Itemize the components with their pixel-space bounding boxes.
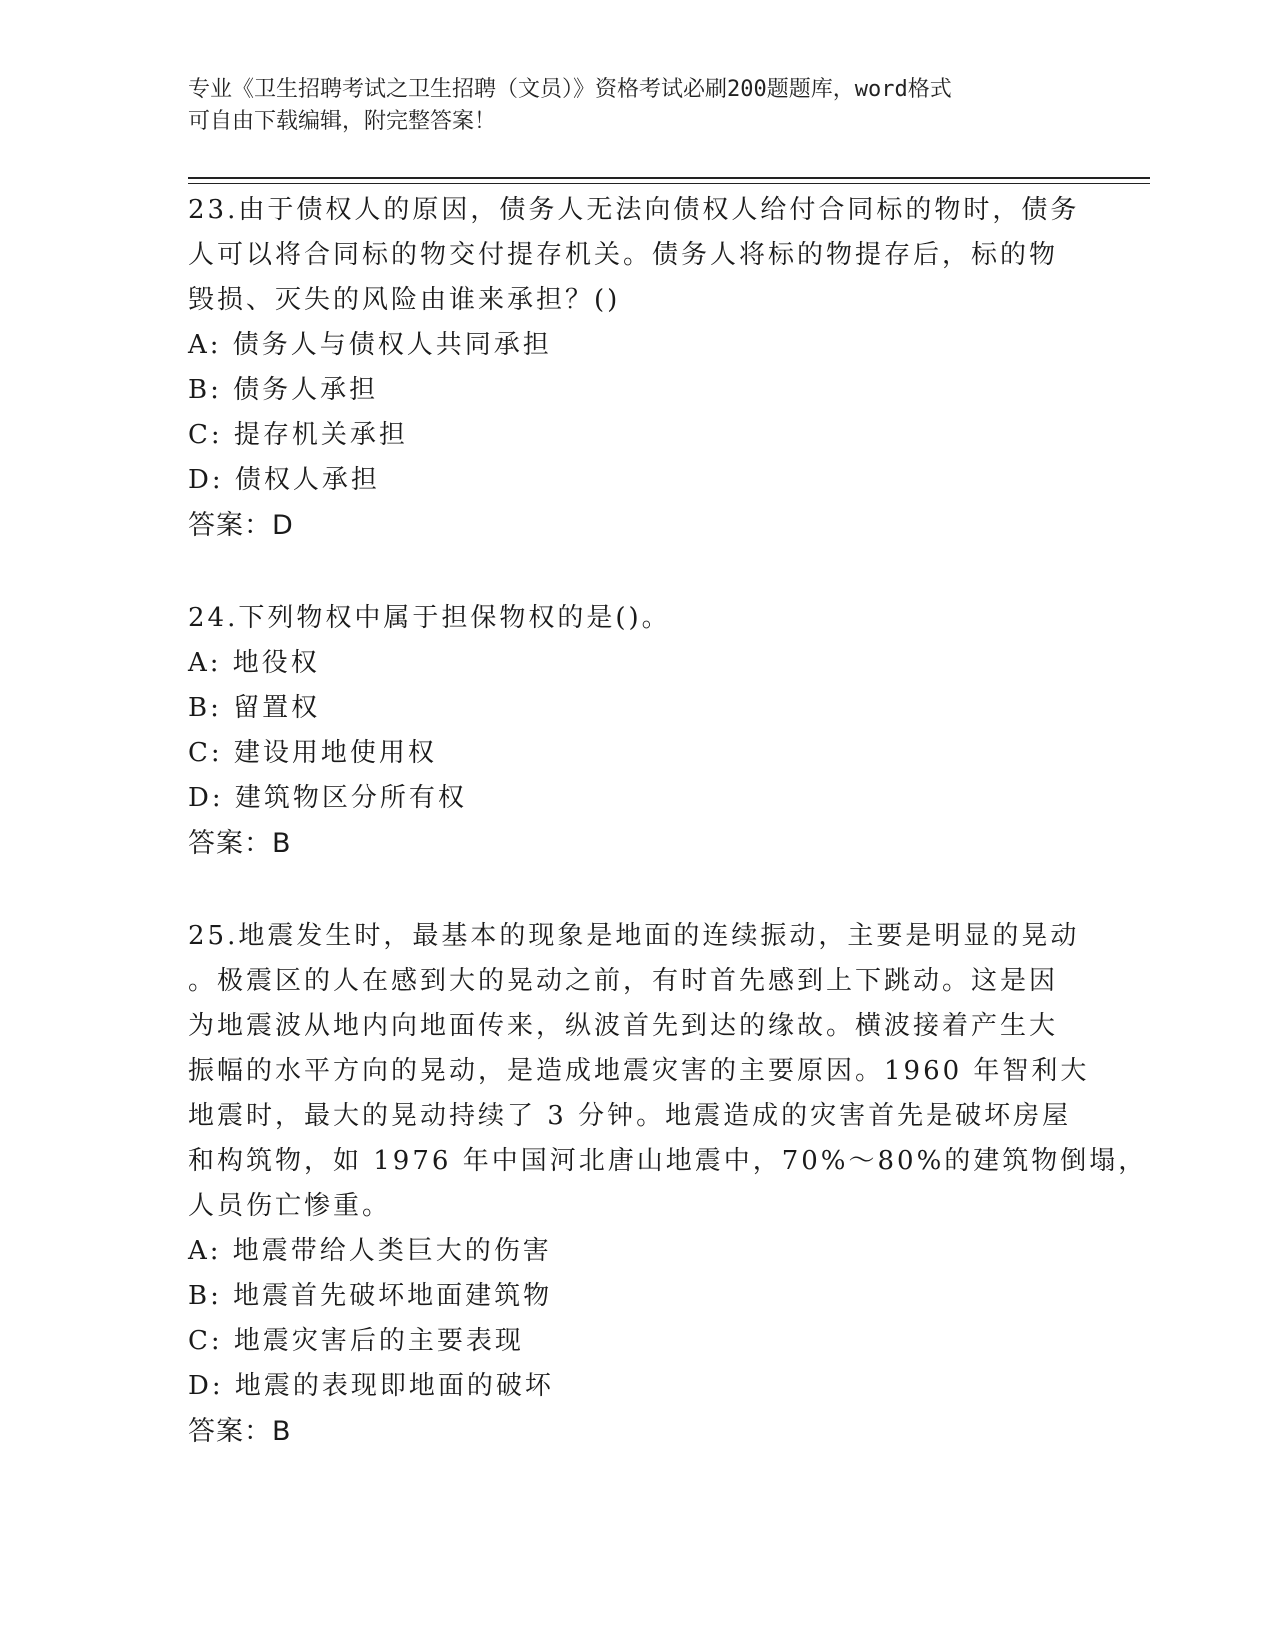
answer-label: 答案：B <box>188 1416 292 1447</box>
question-text-line: 人可以将合同标的物交付提存机关。债务人将标的物提存后，标的物 <box>188 240 1059 270</box>
option-b: B: 债务人承担 <box>188 375 379 405</box>
question-text-line: 地震时，最大的晃动持续了 3 分钟。地震造成的灾害首先是破坏房屋 <box>188 1101 1072 1131</box>
option-c: C: 提存机关承担 <box>188 420 408 450</box>
option-a: A: 地役权 <box>188 648 320 678</box>
question-text-line: 毁损、灭失的风险由谁来承担？() <box>188 285 621 315</box>
question-25 <box>188 914 1148 1454</box>
question-24 <box>188 596 1088 866</box>
option-a: A: 地震带给人类巨大的伤害 <box>188 1236 552 1266</box>
document-header <box>188 74 1068 138</box>
option-c: C: 建设用地使用权 <box>188 738 437 768</box>
header-line-1: 专业《卫生招聘考试之卫生招聘（文员）》资格考试必刷200题题库，word格式 <box>188 77 952 102</box>
option-d: D: 建筑物区分所有权 <box>188 783 467 813</box>
option-a: A: 债务人与债权人共同承担 <box>188 330 552 360</box>
answer-label: 答案：B <box>188 828 292 859</box>
question-text-line: 为地震波从地内向地面传来，纵波首先到达的缘故。横波接着产生大 <box>188 1011 1059 1041</box>
answer-label: 答案：D <box>188 510 294 541</box>
question-text-line: 人员伤亡惨重。 <box>188 1191 392 1221</box>
question-text-line: 24.下列物权中属于担保物权的是()。 <box>188 603 671 633</box>
question-23 <box>188 188 1088 548</box>
header-line-2: 可自由下载编辑，附完整答案！ <box>188 109 497 134</box>
question-text-line: 25.地震发生时，最基本的现象是地面的连续振动，主要是明显的晃动 <box>188 921 1080 951</box>
header-divider-thin <box>188 183 1150 184</box>
option-b: B: 留置权 <box>188 693 321 723</box>
question-text-line: 。极震区的人在感到大的晃动之前，有时首先感到上下跳动。这是因 <box>188 966 1059 996</box>
header-divider-thick <box>188 177 1150 179</box>
question-text-line: 和构筑物，如 1976 年中国河北唐山地震中，70%～80%的建筑物倒塌， <box>188 1146 1148 1176</box>
question-text-line: 23.由于债权人的原因，债务人无法向债权人给付合同标的物时，债务 <box>188 195 1080 225</box>
option-d: D: 地震的表现即地面的破坏 <box>188 1371 554 1401</box>
option-d: D: 债权人承担 <box>188 465 380 495</box>
option-c: C: 地震灾害后的主要表现 <box>188 1326 524 1356</box>
option-b: B: 地震首先破坏地面建筑物 <box>188 1281 553 1311</box>
question-text-line: 振幅的水平方向的晃动，是造成地震灾害的主要原因。1960 年智利大 <box>188 1056 1090 1086</box>
